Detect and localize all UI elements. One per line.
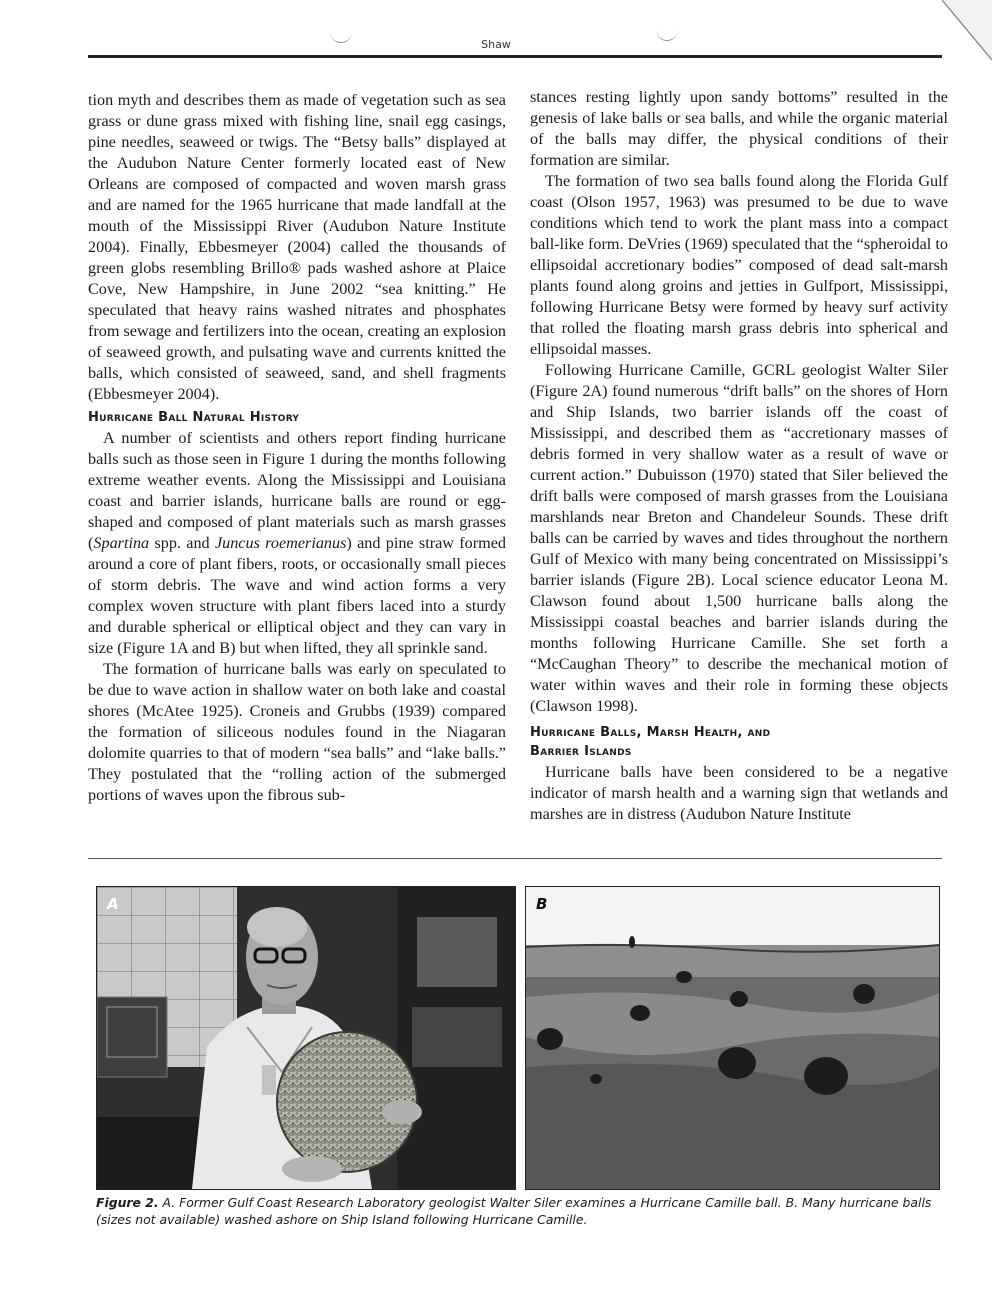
paragraph: tion myth and describes them as made of vegetation such as sea grass or dune grass mixed with fishing line, snail egg casings, pine needles, seaweed or twigs. The “Betsy balls” displayed at the Audubon Nature Center formerly located east of New Orleans are composed of compacted and woven marsh grass and are named for the 1965 hurricane that made landfall at the mouth of the Mississippi River (Audubon Nature Institute 2004). Finally, Ebbesmeyer (2004) called the thousands of green globs resembling Brillo® pads washed ashore at Plaice Cove, New Hampshire, in June 2002 “sea knitting.” He speculated that heavy rains washed nitrates and phosphates from sewage and fertilizers into the ocean, creating an explosion of seaweed growth, and pulsating wave and currents knitted the balls, which consisted of seaweed, sand, and shell fragments (Ebbesmeyer 2004).: [88, 91, 507, 403]
running-head: Shaw: [481, 38, 511, 51]
right-column: [530, 87, 948, 825]
section-heading: Hurricane Ball Natural History: [88, 410, 300, 425]
paragraph: Following Hurricane Camille, GCRL geologist Walter Siler (Figure 2A) found numerous “drift balls” on the shores of Horn and Ship Islands, two barrier islands off the coast of Mississippi, and described them as “accretionary masses of debris formed in very shallow water as a result of wave or current action.” Dubuisson (1970) stated that Siler believed the drift balls were composed of marsh grasses from the Louisiana marshlands near Breton and Chandeleur Sounds. These drift balls can be carried by waves and tides throughout the northern Gulf of Mexico with many being concentrated on Mississippi’s barrier islands (Figure 2B). Local science educator Leona M. Clawson found about 1,500 hurricane balls along the Mississippi coastal beaches and barrier islands during the months following Hurricane Camille. She set forth a “McCaughan Theory” to describe the mechanical motion of water within waves and their role in forming these objects (Clawson 1998).: [530, 361, 948, 715]
figure-rule: [88, 858, 942, 859]
figure-label: Figure 2.: [96, 1195, 159, 1210]
paragraph: Hurricane balls have been considered to be a negative indicator of marsh health and a warning sign that wetlands and marshes are in distress (Audubon Nature Institute: [530, 763, 948, 823]
section-heading: [530, 723, 948, 761]
caption-text: A. Former Gulf Coast Research Laboratory geologist Walter Siler examines a Hurricane Camille ball. B. Many hurricane balls (sizes not available) washed ashore on Ship Island following Hurricane Camille.: [96, 1195, 932, 1227]
text-run: A number of scientists and others report finding hurricane balls such as those seen in Figure 1 during the months following extreme weather events. Along the Mississippi and Louisiana coast and barrier islands, hurricane balls are round or egg-shaped and composed of plant materials such as marsh grasses (: [88, 429, 506, 552]
figure-caption: [96, 1194, 938, 1228]
photo-ship-island-beach: [526, 887, 939, 1189]
folded-corner: [942, 0, 992, 60]
photo-siler-with-ball: [97, 887, 515, 1189]
heading-line: Hurricane Balls, Marsh Health, and: [530, 725, 771, 740]
panel-label-a: A: [107, 895, 119, 913]
text-run: spp. and: [149, 534, 215, 552]
paragraph: The formation of hurricane balls was early on speculated to be due to wave action in shallow water on both lake and coastal shores (McAtee 1925). Croneis and Grubbs (1939) compared the formation of siliceous nodules found in the Niagaran dolomite quarries to that of modern “sea balls” and “lake balls.” They postulated that the “rolling action of the submerged portions of waves upon the fibrous sub-: [88, 660, 506, 804]
species-name: Spartina: [93, 534, 150, 552]
figure-photo-b: [525, 886, 940, 1190]
paragraph: [88, 428, 506, 659]
heading-line: Barrier Islands: [530, 744, 632, 759]
paragraph: The formation of two sea balls found along the Florida Gulf coast (Olson 1957, 1963) was presumed to be due to wave conditions which tend to work the plant mass into a compact ball-like form. DeVries (1969) speculated that the “spheroidal to ellipsoidal accretionary bodies” composed of dead salt-marsh plants found along groins and jetties in Gulfport, Mississippi, following Hurricane Betsy were formed by heavy surf activity that rolled the floating marsh grass debris into spherical and ellipsoidal masses.: [530, 172, 948, 358]
figure-photo-a: [96, 886, 516, 1190]
text-run: ) and pine straw formed around a core of plant fibers, roots, or occasionally small pieces of storm debris. The wave and wind action forms a very complex woven structure with plant fibers laced into a sturdy and durable spherical or elliptical object and they can vary in size (Figure 1A and B) but when lifted, they all sprinkle sand.: [88, 534, 506, 657]
species-name: Juncus roemerianus: [214, 534, 347, 552]
panel-label-b: B: [536, 895, 548, 913]
paragraph: stances resting lightly upon sandy bottoms” resulted in the genesis of lake balls or sea balls, and while the organic material of the balls may differ, the physical conditions of their formation are similar.: [530, 88, 948, 169]
header-rule: [88, 55, 942, 58]
left-column: [88, 90, 506, 806]
